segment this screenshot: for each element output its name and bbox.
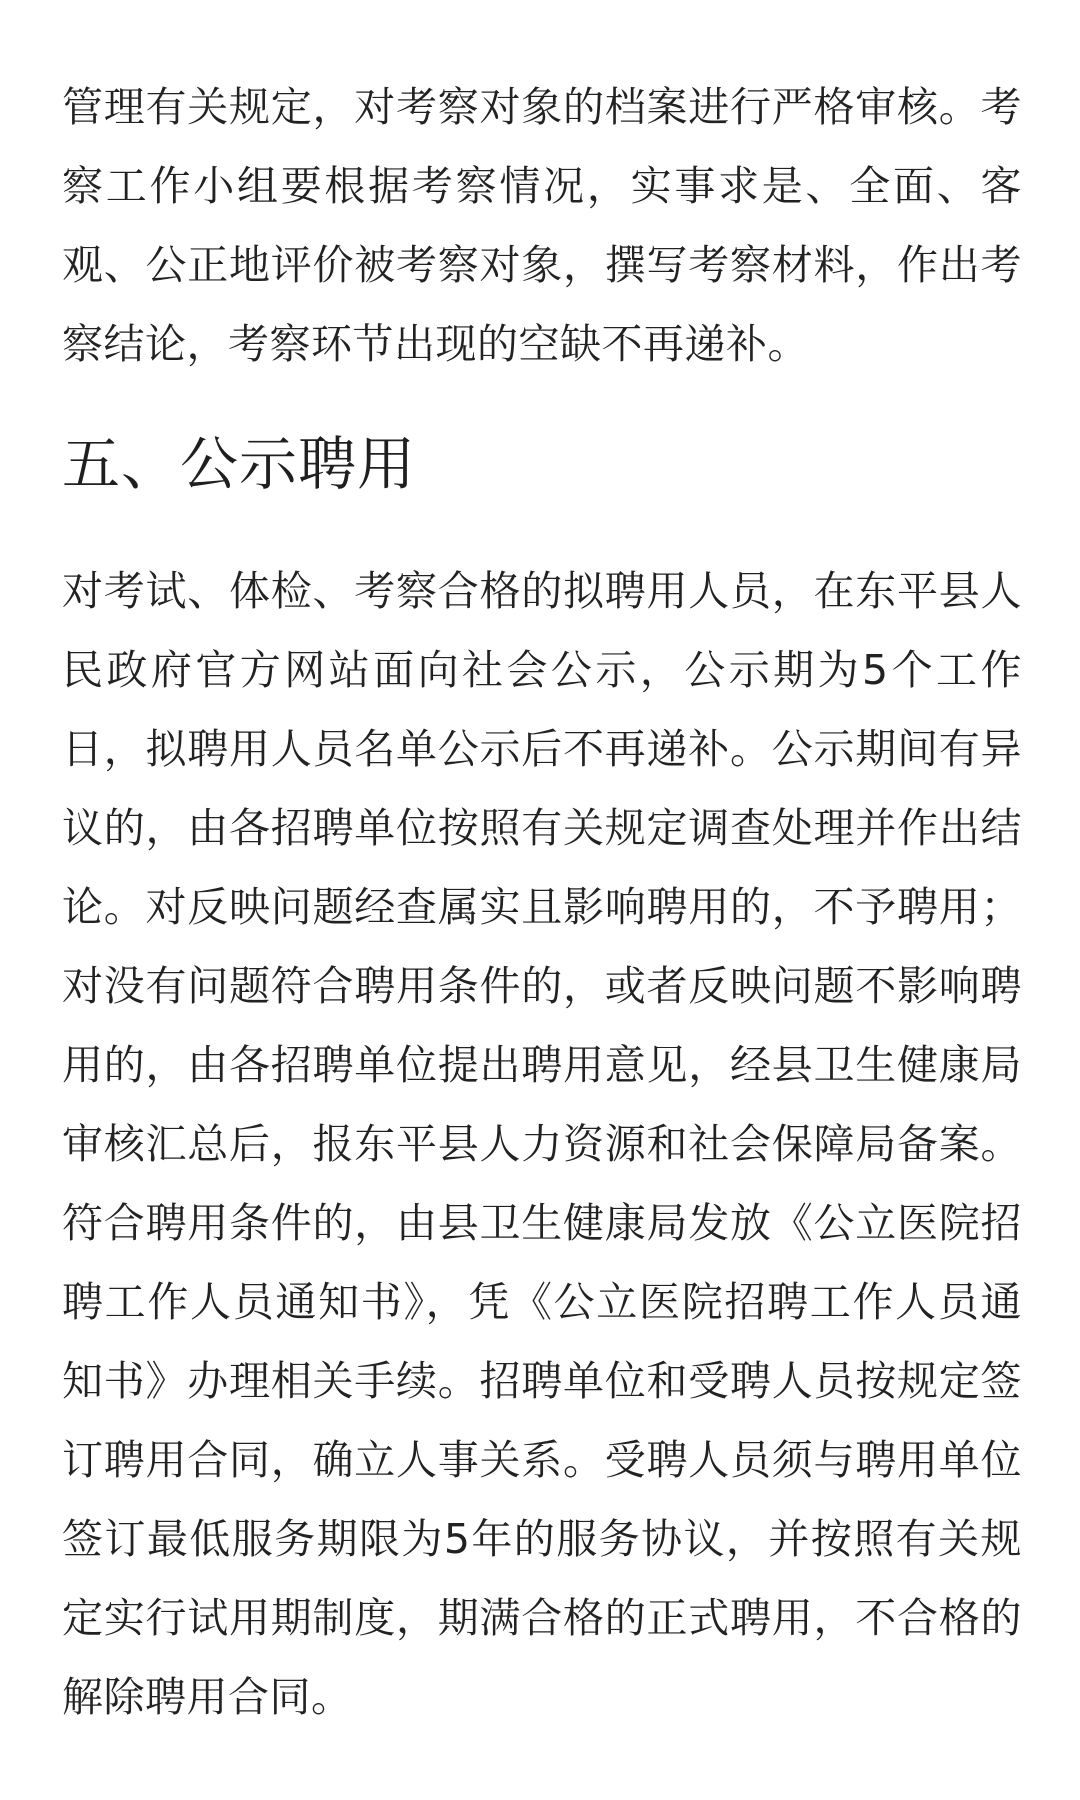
article-body bbox=[62, 68, 1022, 1737]
section-heading-publicity-employment: 五、公示聘用 bbox=[62, 430, 417, 498]
paragraph-inspection: 管理有关规定，对考察对象的档案进行严格审核。考察工作小组要根据考察情况，实事求是、全面、客观、公正地评价被考察对象，撰写考察材料，作出考察结论，考察环节出现的空缺不再递补。 bbox=[62, 83, 1022, 368]
paragraph-publicity-employment: 对考试、体检、考察合格的拟聘用人员，在东平县人民政府官方网站面向社会公示，公示期为5个工作日，拟聘用人员名单公示后不再递补。公示期间有异议的，由各招聘单位按照有关规定调查处理并作出结论。对反映问题经查属实且影响聘用的，不予聘用；对没有问题符合聘用条件的，或者反映问题不影响聘用的，由各招聘单位提出聘用意见，经县卫生健康局审核汇总后，报东平县人力资源和社会保障局备案。符合聘用条件的，由县卫生健康局发放《公立医院招聘工作人员通知书》，凭《公立医院招聘工作人员通知书》办理相关手续。招聘单位和受聘人员按规定签订聘用合同，确立人事关系。受聘人员须与聘用单位签订最低服务期限为5年的服务协议，并按照有关规定实行试用期制度，期满合格的正式聘用，不合格的解除聘用合同。 bbox=[62, 567, 1022, 1721]
